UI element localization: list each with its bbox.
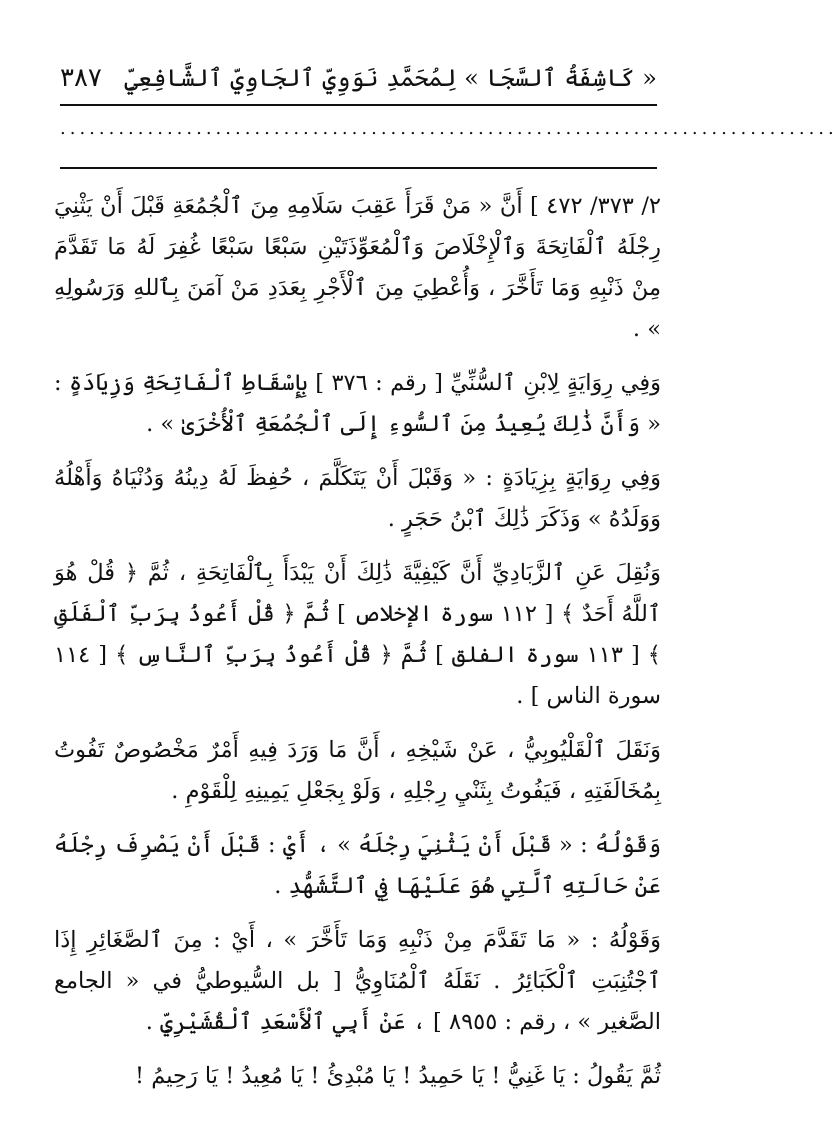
paragraph-qalyubi: وَنَقَلَ ٱلْقَلْيُوبِيُّ ، عَنْ شَيْخِهِ ، أَنَّ مَا وَرَدَ فِيهِ أَمْرٌ مَخْصُوصٌ تَفُوتُ بِمُخَالَفَتِهِ ، فَيَفُوتُ بِثَنْيِ رِجْلِهِ ، وَلَوْ بِجَعْلِ يَمِينِهِ لِلْقَوْمِ . (54, 737, 661, 804)
page-header (60, 58, 657, 98)
body-text (54, 186, 661, 1110)
paragraph-additional-narration: وَفِي رِوَايَةٍ بِزِيَادَةٍ : « وَقَبْلَ أَنْ يَتَكَلَّمَ ، حُفِظَ لَهُ دِينُهُ وَدُنْيَاهُ وَأَهْلُهُ وَوَلَدُهُ » وَذَكَرَ ذَٰلِكَ ٱبْنُ حَجَرٍ . (54, 465, 661, 532)
page-number: ٣٨٧ (60, 63, 102, 93)
paragraph-zabadi-method: وَنُقِلَ عَنِ ٱلزَّبَادِيِّ أَنَّ كَيْفِيَّةَ ذَٰلِكَ أَنْ يَبْدَأَ بِٱلْفَاتِحَةِ ، ثُمَّ ﴿ قُلْ هُوَ ٱللَّهُ أَحَدٌ ﴾ [ ١١٢ سورة الإخلاص ] ثُمَّ ﴿ قُلْ أَعُوذُ بِرَبِّ ٱلْفَلَقِ ﴾ [ ١١٣ سورة الفلق ] ثُمَّ ﴿ قُلْ أَعُوذُ بِرَبِّ ٱلنَّاسِ ﴾ [ ١١٤ سورة الناس ] . (54, 560, 661, 709)
paragraph-ibn-sunni: وَفِي رِوَايَةٍ لِابْنِ ٱلسُّنِّيِّ [ رقم : ٣٧٦ ] بِإِسْقَاطِ ٱلْفَاتِحَةِ وَزِيَادَةٍ : « وَأَنَّ ذَٰلِكَ يُعِيذُ مِنَ ٱلسُّوءِ إِلَى ٱلْجُمُعَةِ ٱلْأُخْرَىٰ » . (54, 370, 661, 437)
body-top-rule (60, 167, 657, 169)
paragraph-explanation-rijl: وَقَوْلُهُ : « قَبْلَ أَنْ يَثْنِيَ رِجْلَهُ » ، أَيْ : قَبْلَ أَنْ يَصْرِفَ رِجْلَهُ عَنْ حَالَتِهِ ٱلَّتِي هُوَ عَلَيْهَا فِي ٱلتَّشَهُّدِ . (54, 832, 661, 899)
paragraph-explanation-sins: وَقَوْلُهُ : « مَا تَقَدَّمَ مِنْ ذَنْبِهِ وَمَا تَأَخَّرَ » ، أَيْ : مِنَ ٱلصَّغَائِرِ إِذَا ٱجْتُنِبَتِ ٱلْكَبَائِرُ . نَقَلَهُ ٱلْمُنَاوِيُّ [ بل السُّيوطيُّ في « الجامع الصَّغير » ، رقم : ٨٩٥٥ ] ، عَنْ أَبِي ٱلْأَسْعَدِ ٱلْقُشَيْرِيِّ . (54, 927, 661, 1035)
running-title: « كَاشِفَةُ ٱلسَّجَا » لِمُحَمَّدِ نَوَوِيِّ ٱلجَاوِيِّ ٱلشَّافِعِيِّ (124, 64, 657, 92)
header-rule (60, 104, 657, 106)
paragraph-hadith: ٢/ ٣٧٣/ ٤٧٢ ] أَنَّ « مَنْ قَرَأَ عَقِبَ سَلَامِهِ مِنَ ٱلْجُمُعَةِ قَبْلَ أَنْ يَثْنِيَ رِجْلَهُ ٱلْفَاتِحَةَ وَٱلْإِخْلَاصَ وَٱلْمُعَوِّذَتَيْنِ سَبْعًا سَبْعًا غُفِرَ لَهُ مَا تَقَدَّمَ مِنْ ذَنْبِهِ وَمَا تَأَخَّرَ ، وَأُعْطِيَ مِنَ ٱلْأَجْرِ بِعَدَدِ مَنْ آمَنَ بِٱللهِ وَرَسُولِهِ » . (54, 193, 662, 342)
dotted-separator: ................................................................................ (60, 118, 838, 139)
paragraph-supplication: ثُمَّ يَقُولُ : يَا غَنِيُّ ! يَا حَمِيدُ ! يَا مُبْدِئُ ! يَا مُعِيدُ ! يَا رَحِيمُ ! (135, 1063, 661, 1089)
